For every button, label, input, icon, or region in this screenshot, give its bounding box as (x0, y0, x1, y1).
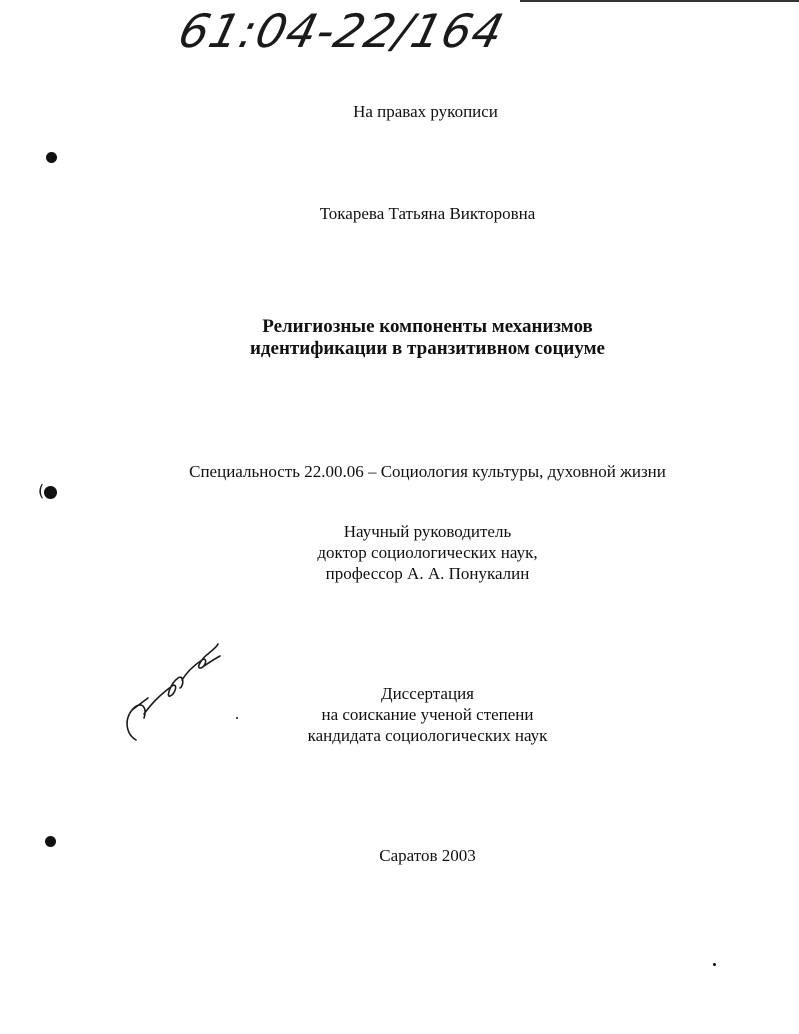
punch-hole-mark-top (46, 152, 57, 163)
punch-hole-mark-middle (44, 486, 57, 499)
supervisor-heading: Научный руководитель (343, 522, 512, 541)
degree-name-line: кандидата социологических наук (307, 726, 548, 745)
top-edge-line (520, 0, 799, 2)
speck-mark (236, 717, 238, 719)
dissertation-label: Диссертация (380, 684, 474, 703)
punch-hole-mark-bracket: ( (38, 481, 45, 500)
supervisor-degree: доктор социологических наук, (317, 543, 538, 562)
speck-mark (713, 963, 716, 966)
city-year: Саратов 2003 (379, 846, 476, 865)
archive-code-handwritten: 61:04-22/164 (173, 4, 510, 58)
supervisor-name: профессор А. А. Понукалин (325, 564, 530, 583)
dissertation-title-line-1: Религиозные компоненты механизмов (262, 316, 593, 337)
dissertation-title-line-2: идентификации в транзитивном социуме (249, 338, 605, 359)
specialty-line: Специальность 22.00.06 – Социология культуры, духовной жизни (189, 462, 666, 481)
degree-purpose-line: на соискание ученой степени (321, 705, 534, 724)
manuscript-rights-note: На правах рукописи (353, 102, 498, 121)
author-name: Токарева Татьяна Викторовна (319, 204, 536, 223)
